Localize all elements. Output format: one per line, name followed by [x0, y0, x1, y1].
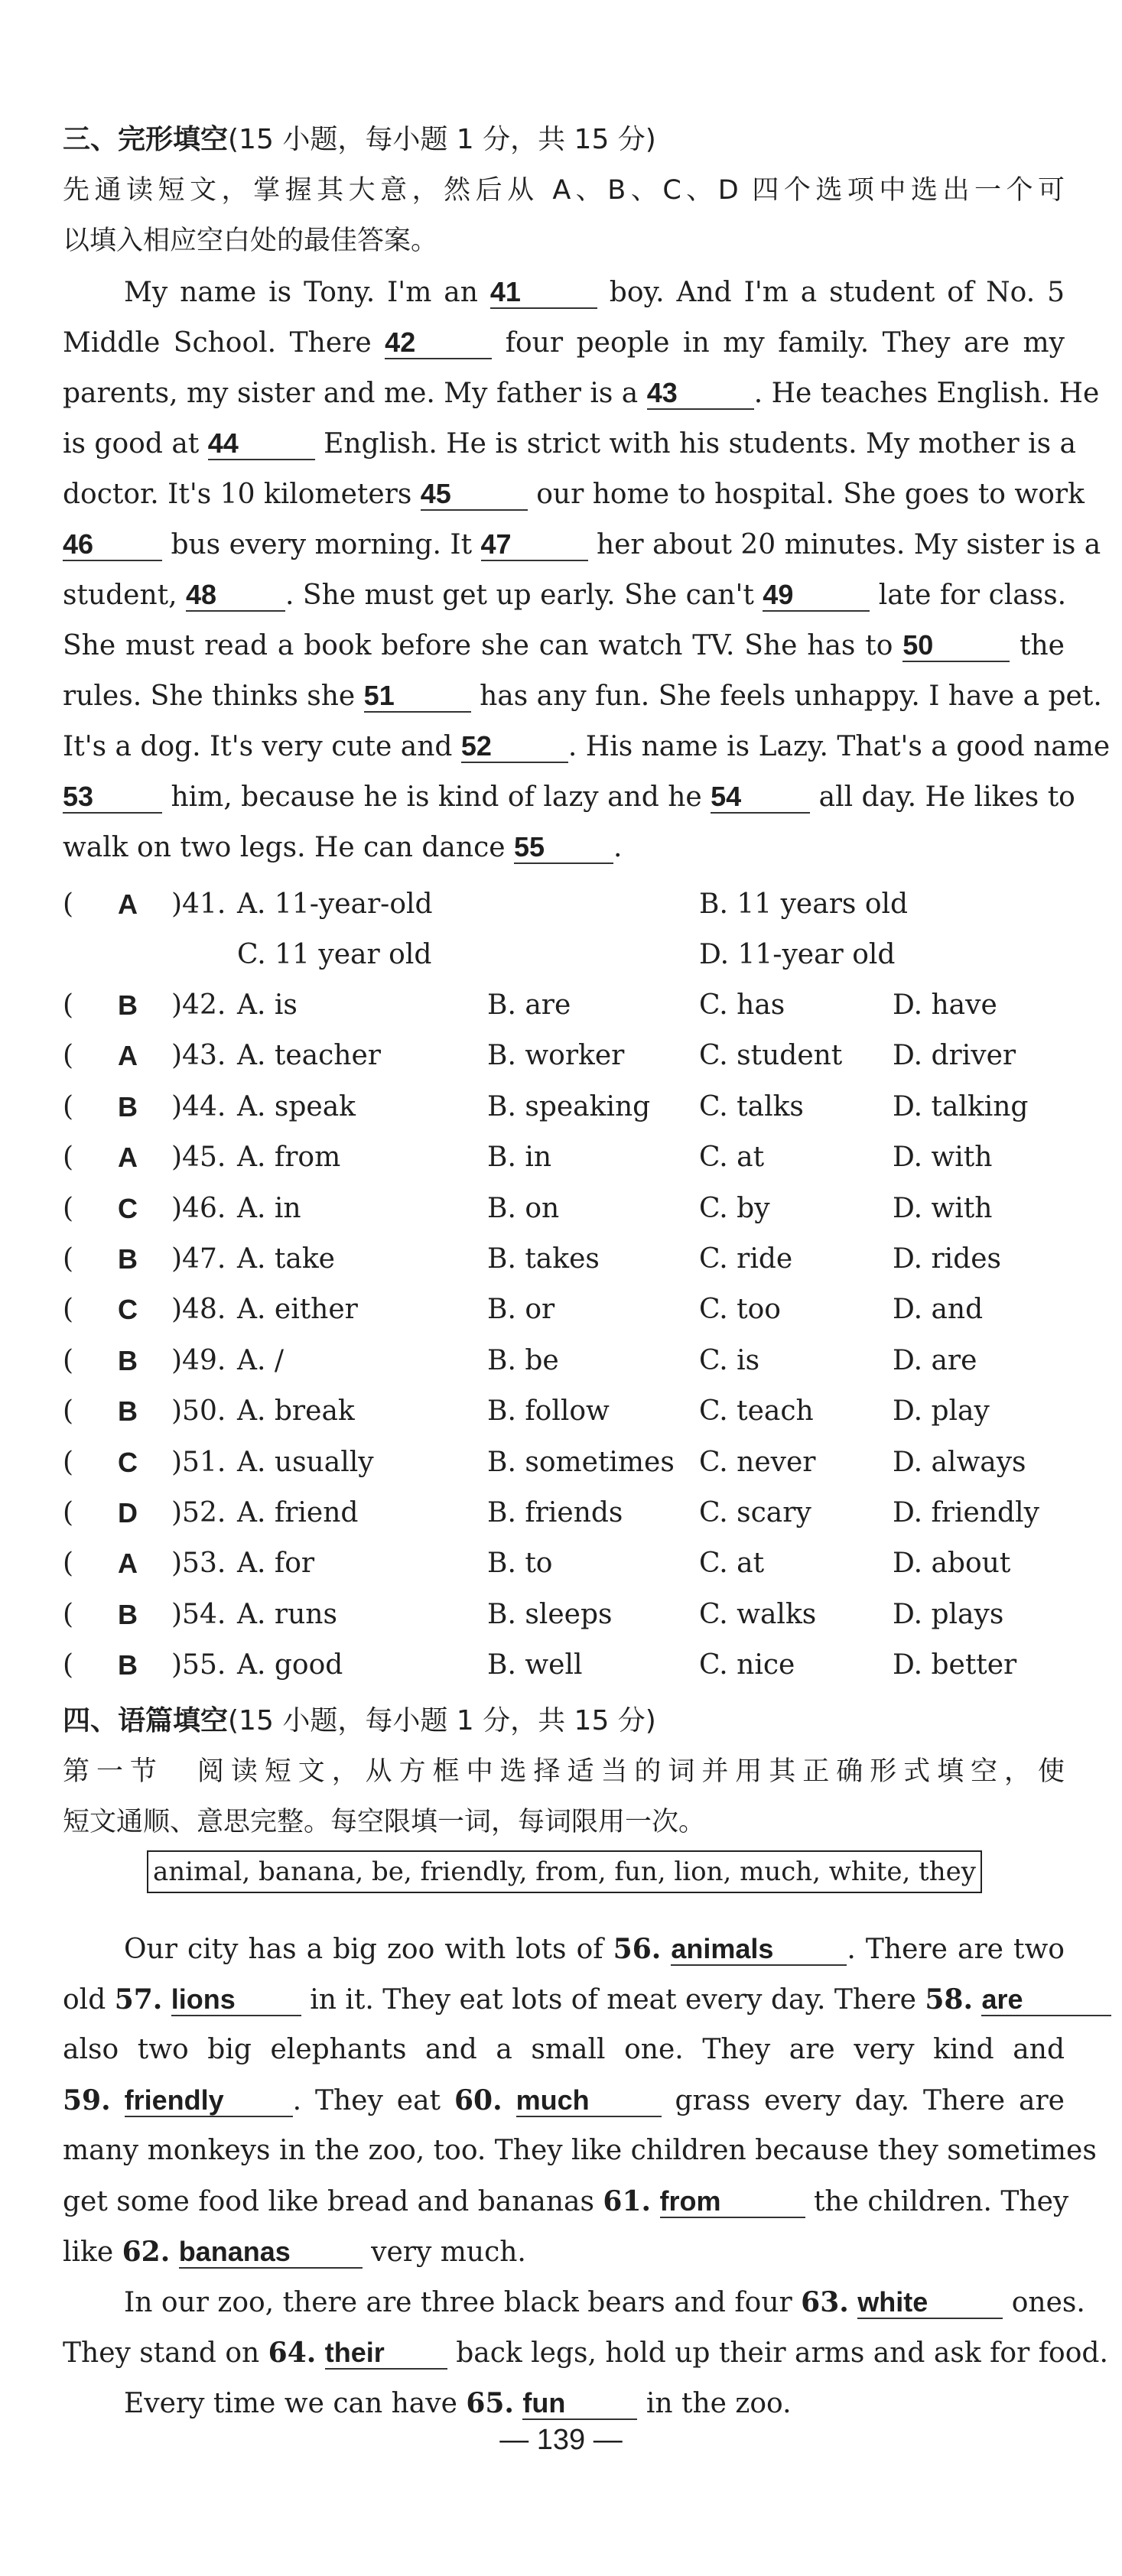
passage1-line-1	[63, 268, 1065, 318]
text-segment: has any fun. She feels unhappy. I have a pet.	[470, 681, 1102, 712]
answer-letter: A	[118, 1548, 138, 1579]
passage1-line-9	[63, 671, 1102, 722]
paren-open: (	[63, 1599, 74, 1630]
passage1-line-6	[63, 520, 1101, 570]
option-c: C. by	[699, 1193, 770, 1224]
question-row	[63, 1285, 1072, 1335]
question-number: )52.	[171, 1497, 226, 1528]
question-row	[63, 1640, 1072, 1691]
question-row	[63, 1336, 1072, 1386]
option-c: C. nice	[699, 1649, 795, 1681]
text-segment: is good at	[63, 428, 208, 460]
word-box: animal, banana, be, friendly, from, fun, lion, much, white, they	[147, 1850, 982, 1893]
answer-blank-64: their	[325, 2337, 447, 2370]
option-a: A. for	[237, 1548, 315, 1579]
question-row	[63, 1031, 1072, 1081]
paren-open: (	[63, 1447, 74, 1478]
text-segment: get some food like bread and bananas	[63, 2186, 603, 2217]
page-number: — 139 —	[499, 2424, 623, 2456]
answer-letter: B	[118, 1599, 138, 1630]
passage2-line-4	[63, 2075, 1065, 2126]
text-segment: . She must get up early. She can't	[285, 580, 763, 611]
option-b: B. 11 years old	[699, 888, 909, 920]
option-d: D. with	[893, 1193, 993, 1224]
option-d: D. talking	[893, 1091, 1029, 1122]
answer-letter: A	[118, 1142, 138, 1173]
text-segment: ones.	[1003, 2287, 1085, 2318]
answer-blank-46: 46	[63, 529, 162, 561]
answer-letter: B	[118, 989, 138, 1021]
answer-blank-65: fun	[522, 2388, 637, 2420]
question-41-line-2	[63, 930, 1072, 980]
question-number: )51.	[171, 1447, 226, 1478]
text-segment: the	[1010, 630, 1065, 661]
option-b: B. takes	[487, 1243, 600, 1275]
option-b: B. are	[487, 989, 571, 1021]
option-a: A. runs	[237, 1599, 337, 1630]
text-segment: in it. They eat lots of meat every day. There	[301, 1984, 925, 2016]
option-b: B. speaking	[487, 1091, 651, 1122]
answer-letter: D	[118, 1497, 138, 1528]
option-c: C. walks	[699, 1599, 817, 1630]
passage2-line-8	[63, 2277, 1085, 2327]
option-d: D. always	[893, 1447, 1026, 1478]
blank-number-56: 56.	[613, 1933, 662, 1965]
paren-open: (	[63, 1548, 74, 1579]
option-a: A. usually	[237, 1447, 374, 1478]
text-segment: old	[63, 1984, 115, 2016]
answer-blank-52: 52	[461, 731, 568, 763]
blank-number-64: 64.	[268, 2337, 317, 2369]
passage1-line-8	[63, 621, 1065, 671]
answer-blank-51: 51	[364, 681, 471, 713]
option-b: B. well	[487, 1649, 583, 1681]
question-number: )48.	[171, 1294, 226, 1325]
section4-header	[63, 1696, 1065, 1847]
question-row	[63, 1184, 1072, 1234]
option-b: B. to	[487, 1548, 553, 1579]
option-c: C. is	[699, 1345, 760, 1376]
answer-blank-55: 55	[514, 832, 613, 864]
question-number: )43.	[171, 1040, 226, 1071]
answer-letter: A	[118, 1040, 138, 1071]
option-a: A. is	[237, 989, 298, 1021]
passage1-line-3	[63, 369, 1100, 419]
text-segment: in the zoo.	[637, 2388, 792, 2419]
option-d: D. with	[893, 1142, 993, 1173]
text-segment: grass every day. There are	[661, 2085, 1065, 2116]
option-b: B. friends	[487, 1497, 623, 1528]
paren-open: (	[63, 1040, 74, 1071]
blank-number-65: 65.	[466, 2387, 514, 2419]
option-c: C. too	[699, 1294, 781, 1325]
passage2-line-9	[63, 2327, 1108, 2378]
answer-blank-45: 45	[421, 479, 528, 511]
text-segment: English. He is strict with his students. My mother is a	[314, 428, 1077, 460]
answer-letter: C	[118, 1447, 138, 1478]
option-a: A. friend	[237, 1497, 359, 1528]
text-segment: our home to hospital. She goes to work	[527, 479, 1085, 510]
answer-letter: C	[118, 1294, 138, 1325]
option-c: C. ride	[699, 1243, 793, 1275]
answer-blank-53: 53	[63, 781, 162, 814]
option-d: D. rides	[893, 1243, 1002, 1275]
question-number: )44.	[171, 1091, 226, 1122]
answer-blank-50: 50	[902, 630, 1010, 662]
blank-number-60: 60.	[454, 2084, 502, 2116]
question-row	[63, 1488, 1072, 1538]
question-row	[63, 1437, 1072, 1488]
option-d: D. are	[893, 1345, 977, 1376]
answer-blank-54: 54	[711, 781, 810, 814]
option-a: A. in	[237, 1193, 301, 1224]
text-segment: back legs, hold up their arms and ask for food.	[447, 2337, 1108, 2369]
text-segment: . He teaches English. He	[753, 378, 1100, 409]
passage2-line-2	[63, 1974, 1065, 2025]
text-segment: . His name is Lazy. That's a good name	[568, 731, 1111, 762]
passage1-line-12	[63, 823, 1065, 873]
option-a: A. teacher	[237, 1040, 381, 1071]
option-d: D. friendly	[893, 1497, 1039, 1528]
text-segment: Our city has a big zoo with lots of	[124, 1934, 613, 1965]
answer-letter: B	[118, 1243, 138, 1275]
option-a: A. speak	[237, 1091, 356, 1122]
passage1-line-2	[63, 318, 1065, 369]
answer-blank-42: 42	[385, 327, 492, 359]
passage2-line-6	[63, 2176, 1069, 2227]
blank-number-59: 59.	[63, 2084, 111, 2116]
question-number: )53.	[171, 1548, 226, 1579]
answer-blank-59: friendly	[125, 2085, 293, 2117]
text-segment: parents, my sister and me. My father is a	[63, 378, 647, 409]
option-c: C. scary	[699, 1497, 811, 1528]
paren-open: (	[63, 1497, 74, 1528]
answer-blank-48: 48	[186, 580, 285, 612]
passage2-line-10	[63, 2378, 1065, 2428]
answer-blank-58: are	[981, 1984, 1111, 2016]
passage2-line-7	[63, 2227, 1065, 2277]
paren-open: (	[63, 989, 74, 1021]
option-b: B. follow	[487, 1395, 610, 1427]
option-d: D. 11-year old	[699, 939, 896, 970]
answer-blank-63: white	[857, 2287, 1003, 2319]
paren-open: (	[63, 1649, 74, 1681]
blank-number-58: 58.	[925, 1983, 974, 2016]
paren-open: (	[63, 1091, 74, 1122]
answer-letter: C	[118, 1193, 138, 1224]
passage1-line-10	[63, 722, 1111, 772]
question-number: )55.	[171, 1649, 226, 1681]
text-segment: .	[613, 832, 623, 863]
option-d: D. play	[893, 1395, 990, 1427]
section4-instruction-line-2: 短文通顺、意思完整。每空限填一词，每词限用一次。	[63, 1807, 706, 1837]
text-segment: They stand on	[63, 2337, 268, 2369]
passage1-line-5	[63, 469, 1085, 520]
question-number: )49.	[171, 1345, 226, 1376]
question-row	[63, 1386, 1072, 1437]
text-segment: Every time we can have	[124, 2388, 467, 2419]
answer-blank-44: 44	[208, 428, 315, 460]
question-number: )54.	[171, 1599, 226, 1630]
option-d: D. driver	[893, 1040, 1016, 1071]
option-c: C. has	[699, 989, 785, 1021]
section4-score: (15 小题，每小题 1 分，共 15 分)	[228, 1705, 656, 1736]
text-segment: rules. She thinks she	[63, 681, 364, 712]
passage1-line-11	[63, 772, 1075, 823]
option-b: B. on	[487, 1193, 560, 1224]
text-segment: four people in my family. They are my	[492, 327, 1065, 359]
answer-letter: B	[118, 1395, 138, 1427]
paren-open: (	[63, 888, 74, 920]
fill-in-passage	[63, 1924, 1108, 2428]
option-a: A. good	[237, 1649, 343, 1681]
question-number: )41.	[171, 888, 226, 920]
text-segment: In our zoo, there are three black bears and four	[124, 2287, 802, 2318]
text-segment: boy. And I'm a student of No. 5	[597, 277, 1065, 308]
question-row	[63, 1590, 1072, 1640]
option-a: A. from	[237, 1142, 341, 1173]
text-segment: . They eat	[292, 2085, 454, 2116]
section4-instruction-line-1: 第一节 阅读短文，从方框中选择适当的词并用其正确形式填空，使	[63, 1756, 1065, 1787]
option-d: D. plays	[893, 1599, 1004, 1630]
option-c: C. at	[699, 1548, 765, 1579]
paren-open: (	[63, 1193, 74, 1224]
question-row	[63, 1132, 1072, 1183]
option-c: C. teach	[699, 1395, 814, 1427]
option-d: D. better	[893, 1649, 1017, 1681]
text-segment: all day. He likes to	[810, 781, 1075, 813]
question-number: )46.	[171, 1193, 226, 1224]
option-b: B. worker	[487, 1040, 625, 1071]
text-segment: walk on two legs. He can dance	[63, 832, 514, 863]
section3-title: 三、完形填空	[63, 124, 229, 155]
passage1-line-4	[63, 419, 1077, 469]
blank-number-57: 57.	[114, 1983, 163, 2016]
option-b: B. be	[487, 1345, 559, 1376]
text-segment: . There are two	[847, 1934, 1065, 1965]
text-segment: student,	[63, 580, 187, 611]
section3-instruction-line-1: 先通读短文，掌握其大意，然后从 A、B、C、D 四个选项中选出一个可	[63, 175, 1065, 206]
answer-blank-57: lions	[171, 1984, 301, 2016]
option-a: A. take	[237, 1243, 335, 1275]
option-d: D. have	[893, 989, 997, 1021]
cloze-passage	[63, 268, 1111, 873]
text-segment: her about 20 minutes. My sister is a	[587, 529, 1101, 560]
question-number: )47.	[171, 1243, 226, 1275]
text-segment: It's a dog. It's very cute and	[63, 731, 461, 762]
text-segment: Middle School. There	[63, 327, 385, 359]
answer-blank-49: 49	[763, 580, 870, 612]
passage2-line-1	[63, 1924, 1065, 1974]
question-row	[63, 1082, 1072, 1132]
passage2-line-3: also two big elephants and a small one. They are very kind and	[63, 2034, 1065, 2065]
answer-letter: B	[118, 1091, 138, 1122]
option-a: A. /	[237, 1345, 285, 1376]
question-number: )42.	[171, 989, 226, 1021]
option-c: C. talks	[699, 1091, 804, 1122]
paren-open: (	[63, 1395, 74, 1427]
answer-blank-41: 41	[490, 277, 597, 309]
answer-blank-43: 43	[647, 378, 754, 410]
option-d: D. and	[893, 1294, 984, 1325]
option-c: C. at	[699, 1142, 765, 1173]
text-segment: like	[63, 2237, 122, 2268]
blank-number-61: 61.	[603, 2185, 652, 2217]
paren-open: (	[63, 1294, 74, 1325]
question-number: )45.	[171, 1142, 226, 1173]
option-c: C. student	[699, 1040, 843, 1071]
text-segment: bus every morning. It	[162, 529, 481, 560]
section3-instruction-line-2: 以填入相应空白处的最佳答案。	[63, 226, 438, 256]
answer-blank-47: 47	[481, 529, 588, 561]
text-segment: very much.	[362, 2237, 526, 2268]
option-b: B. or	[487, 1294, 555, 1325]
answer-blank-61: from	[660, 2186, 805, 2218]
option-a: A. either	[237, 1294, 358, 1325]
question-number: )50.	[171, 1395, 226, 1427]
question-row	[63, 980, 1072, 1031]
text-segment: him, because he is kind of lazy and he	[162, 781, 711, 813]
text-segment: the children. They	[805, 2186, 1069, 2217]
question-row	[63, 1234, 1072, 1285]
option-b: B. sometimes	[487, 1447, 675, 1478]
question-row	[63, 1538, 1072, 1589]
option-b: B. sleeps	[487, 1599, 613, 1630]
section3-header	[63, 115, 1065, 266]
paren-open: (	[63, 1142, 74, 1173]
option-c: C. never	[699, 1447, 816, 1478]
text-segment: late for class.	[870, 580, 1067, 611]
paren-open: (	[63, 1243, 74, 1275]
section4-title: 四、语篇填空	[63, 1705, 229, 1736]
answer-blank-56: animals	[671, 1934, 847, 1966]
option-d: D. about	[893, 1548, 1011, 1579]
option-a: A. 11-year-old	[237, 888, 433, 920]
passage1-line-7	[63, 570, 1065, 621]
text-segment: My name is Tony. I'm an	[124, 277, 490, 308]
option-b: B. in	[487, 1142, 552, 1173]
answer-blank-60: much	[516, 2085, 662, 2117]
paren-open: (	[63, 1345, 74, 1376]
question-41	[63, 879, 1072, 930]
option-a: A. break	[237, 1395, 355, 1427]
section3-score: (15 小题，每小题 1 分，共 15 分)	[228, 124, 656, 155]
passage2-line-5: many monkeys in the zoo, too. They like children because they sometimes	[63, 2135, 1097, 2166]
answer-letter: B	[118, 1649, 138, 1681]
text-segment: She must read a book before she can watch TV. She has to	[63, 630, 903, 661]
blank-number-62: 62.	[122, 2236, 171, 2268]
answer-blank-62: bananas	[179, 2237, 363, 2269]
answer-letter: A	[118, 888, 138, 920]
option-c: C. 11 year old	[237, 939, 432, 970]
blank-number-63: 63.	[801, 2286, 849, 2318]
text-segment: doctor. It's 10 kilometers	[63, 479, 421, 510]
answer-letter: B	[118, 1345, 138, 1376]
